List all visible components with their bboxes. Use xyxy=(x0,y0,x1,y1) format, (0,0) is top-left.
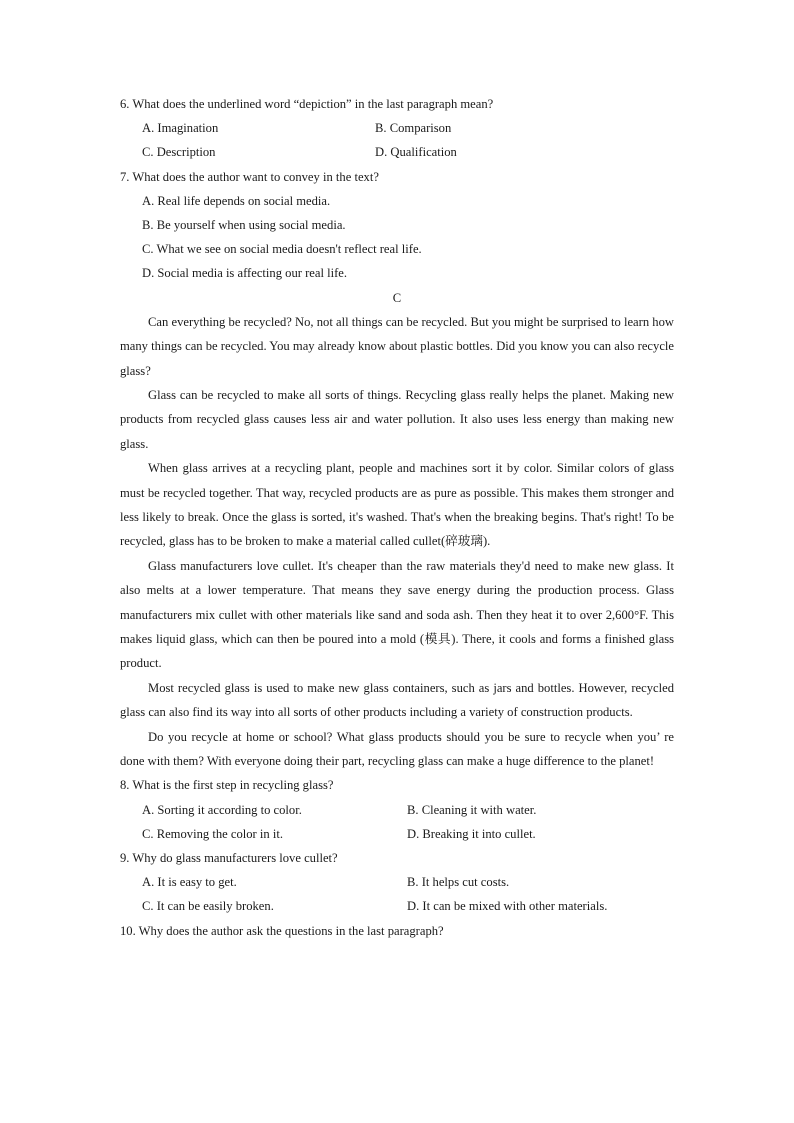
question-6: 6. What does the underlined word “depiction” in the last paragraph mean? xyxy=(120,97,494,111)
q9-option-b: B. It helps cut costs. xyxy=(407,875,510,890)
q6-options-row-2 xyxy=(120,140,674,164)
q8-option-d: D. Breaking it into cullet. xyxy=(407,826,536,841)
passage-paragraph: Do you recycle at home or school? What glass products should you be sure to recycle when you’ re done with them? With everyone doing their part, recycling glass can make a huge difference to the planet! xyxy=(120,729,674,768)
q6-option-d: D. Qualification xyxy=(375,145,457,160)
question-10: 10. Why does the author ask the questions in the last paragraph? xyxy=(120,923,444,938)
q6-option-a: A. Imagination xyxy=(142,121,219,136)
q6-option-c: C. Description xyxy=(142,145,216,160)
q9-option-c: C. It can be easily broken. xyxy=(142,899,274,914)
passage-paragraph: Can everything be recycled? No, not all things can be recycled. But you might be surprised to learn how many things can be recycled. You may already know about plastic bottles. Did you know you can also recycle glass? xyxy=(120,314,674,378)
passage-paragraph: When glass arrives at a recycling plant, people and machines sort it by color. Similar colors of glass must be recycled together. That way, recycled products are as pure as possible. This makes them stronger and less likely to break. Once the glass is sorted, it's washed. That's when the breaking begins. That's right! To be recycled, glass has to be broken to make a material called cullet(碎玻璃). xyxy=(120,461,674,549)
q6-options-row-1 xyxy=(120,116,674,140)
exam-page xyxy=(120,92,674,943)
question-7: 7. What does the author want to convey in the text? xyxy=(120,169,379,184)
passage-paragraph: Most recycled glass is used to make new glass containers, such as jars and bottles. However, recycled glass can also find its way into all sorts of other products including a variety of construction products. xyxy=(120,680,674,720)
q7-option-d: D. Social media is affecting our real life. xyxy=(142,266,348,281)
q9-options-row-1 xyxy=(120,870,674,894)
q9-options-row-2 xyxy=(120,894,674,918)
q8-option-b: B. Cleaning it with water. xyxy=(407,802,537,817)
q6-option-b: B. Comparison xyxy=(375,121,452,136)
q8-options-row-1 xyxy=(120,798,674,822)
q9-option-d: D. It can be mixed with other materials. xyxy=(407,899,608,914)
q9-option-a: A. It is easy to get. xyxy=(142,875,237,890)
q8-options-row-2 xyxy=(120,822,674,846)
q8-option-a: A. Sorting it according to color. xyxy=(142,802,302,817)
q7-option-a: A. Real life depends on social media. xyxy=(142,193,331,208)
passage-paragraph: Glass can be recycled to make all sorts of things. Recycling glass really helps the planet. Making new products from recycled glass causes less air and water pollution. It also uses less energy than making new glass. xyxy=(120,387,674,451)
q7-option-c: C. What we see on social media doesn't reflect real life. xyxy=(142,242,422,257)
q7-option-b: B. Be yourself when using social media. xyxy=(142,217,346,232)
question-9: 9. Why do glass manufacturers love cullet? xyxy=(120,850,338,865)
q8-option-c: C. Removing the color in it. xyxy=(142,826,283,841)
question-8: 8. What is the first step in recycling glass? xyxy=(120,778,334,793)
section-c-heading: C xyxy=(392,290,402,305)
passage-paragraph: Glass manufacturers love cullet. It's cheaper than the raw materials they'd need to make new glass. It also melts at a lower temperature. That means they save energy during the production process. Glass manufacturers mix cullet with other materials like sand and soda ash. Then they heat it to over 2,600°F. This makes liquid glass, which can then be poured into a mold (模具). There, it cools and forms a finished glass product. xyxy=(120,558,674,671)
